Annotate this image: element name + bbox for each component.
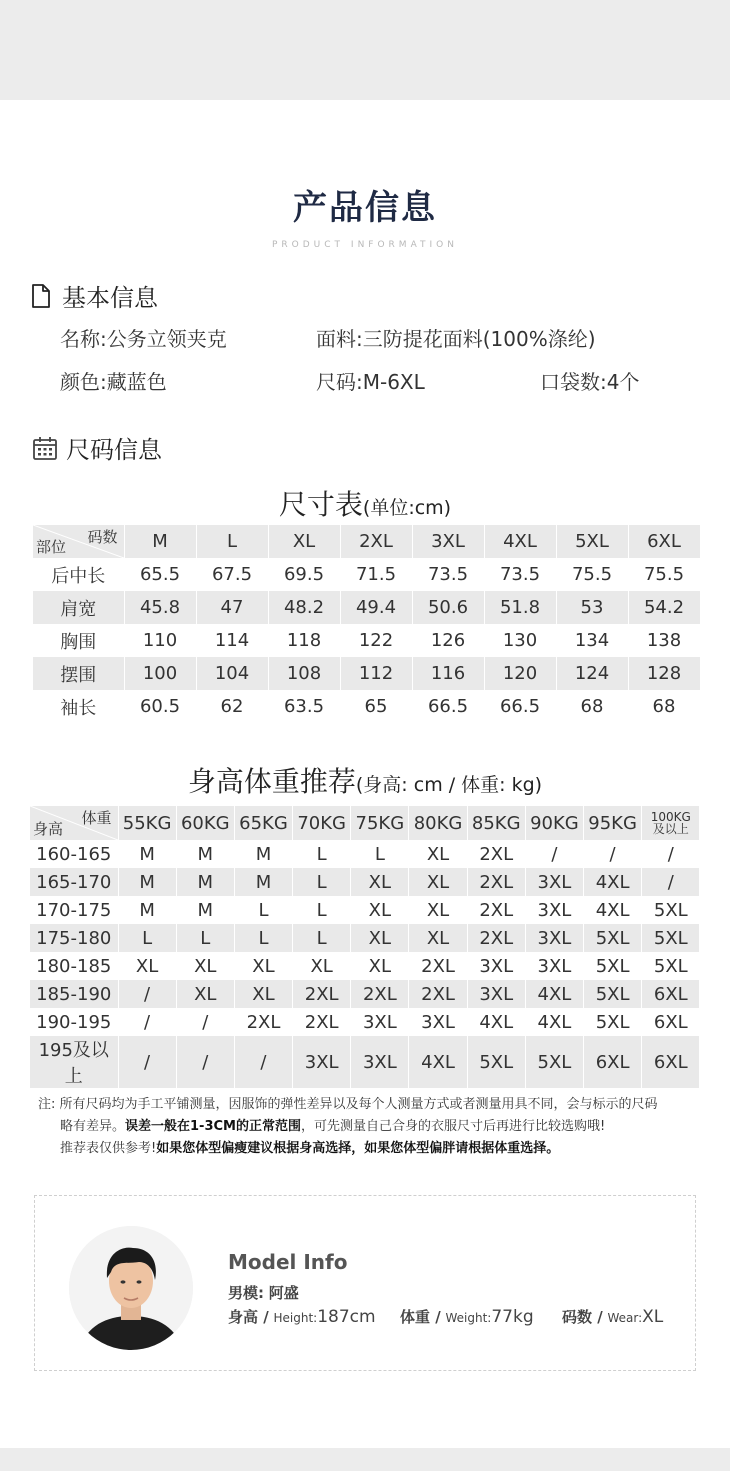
corner-bottom-label: 部位 [36,538,67,556]
size-header: 5XL [556,525,628,558]
table-cell: 112 [340,657,412,690]
note-line-3b: 如果您体型偏瘦建议根据身高选择，如果您体型偏胖请根据体重选择。 [156,1141,560,1156]
model-height-label: 身高 / [228,1308,269,1326]
table-cell: 6XL [642,1008,700,1036]
weight-header-last-line2: 及以上 [652,822,689,836]
model-portrait-icon [69,1226,193,1350]
table-cell: XL [234,980,292,1008]
table-cell: 4XL [525,980,583,1008]
table-cell: 2XL [409,952,467,980]
table-cell: 66.5 [412,690,484,723]
table-cell: L [234,924,292,952]
weight-header: 60KG [176,806,234,840]
rec-table-title [0,760,730,800]
table-cell: 66.5 [484,690,556,723]
note-line-2 [38,1116,708,1138]
page-title: 产品信息 [293,188,437,228]
table-cell: 5XL [584,1008,642,1036]
table-cell: 2XL [467,896,525,924]
size-table-corner [33,525,124,558]
table-cell: / [234,1036,292,1088]
note-line-3 [38,1138,708,1160]
model-height-en: Height: [273,1311,318,1325]
table-cell: / [176,1008,234,1036]
table-cell: 3XL [409,1008,467,1036]
table-cell: 75.5 [628,558,700,591]
weight-header: 70KG [293,806,351,840]
table-cell: L [176,924,234,952]
table-cell: 5XL [642,896,700,924]
table-cell: 69.5 [268,558,340,591]
table-cell: M [118,868,176,896]
table-cell: 5XL [467,1036,525,1088]
table-row [30,896,700,924]
table-cell: L [293,840,351,868]
rec-table-unit: (身高: cm / 体重: kg) [355,774,543,796]
table-cell: 62 [196,690,268,723]
weight-header: 85KG [467,806,525,840]
table-row [33,558,700,591]
row-label: 180-185 [30,952,118,980]
table-cell: 6XL [642,980,700,1008]
row-label: 袖长 [33,690,124,723]
size-table-unit: (单位:cm) [362,497,452,519]
table-row [30,924,700,952]
row-label: 摆围 [33,657,124,690]
table-cell: / [118,980,176,1008]
table-cell: 5XL [642,924,700,952]
table-row [30,840,700,868]
table-row [33,657,700,690]
table-cell: 5XL [584,980,642,1008]
table-cell: M [176,868,234,896]
size-table-header-row [33,525,700,558]
table-cell: 3XL [351,1036,409,1088]
note-line-1: 注: 所有尺码均为手工平铺测量，因服饰的弹性差异以及每个人测量方式或者测量用具不同，会与标示的尺码 [38,1097,658,1112]
size-header: 6XL [628,525,700,558]
page-subtitle: PRODUCT INFORMATION [271,240,459,250]
table-cell: 6XL [642,1036,700,1088]
table-cell: XL [351,924,409,952]
size-header: 2XL [340,525,412,558]
table-cell: 2XL [293,1008,351,1036]
table-cell: M [118,840,176,868]
note-line-2b: 误差一般在1-3CM的正常范围 [125,1119,301,1134]
model-wear-en: Wear: [607,1311,643,1325]
size-header: 3XL [412,525,484,558]
corner-top-label: 体重 [81,809,112,827]
table-cell: XL [176,952,234,980]
row-label: 195及以上 [30,1036,118,1088]
table-cell: 2XL [351,980,409,1008]
table-cell: 4XL [467,1008,525,1036]
table-cell: 130 [484,624,556,657]
model-avatar [69,1226,193,1350]
table-cell: 65.5 [124,558,196,591]
table-cell: 50.6 [412,591,484,624]
row-label: 胸围 [33,624,124,657]
table-cell: XL [351,896,409,924]
table-row [30,980,700,1008]
model-name: 阿盛 [268,1284,299,1302]
table-cell: 65 [340,690,412,723]
table-cell: 3XL [525,924,583,952]
table-cell: 73.5 [484,558,556,591]
table-cell: 71.5 [340,558,412,591]
table-cell: 68 [628,690,700,723]
table-cell: 2XL [293,980,351,1008]
rec-table-header-row [30,806,700,840]
table-cell: 138 [628,624,700,657]
table-cell: M [234,840,292,868]
corner-bottom-label: 身高 [33,820,64,838]
size-header: M [124,525,196,558]
table-cell: 108 [268,657,340,690]
table-cell: 4XL [409,1036,467,1088]
rec-table-corner [30,806,118,840]
size-table-title [0,483,730,523]
table-cell: / [584,840,642,868]
table-cell: 3XL [467,952,525,980]
table-cell: 122 [340,624,412,657]
table-cell: XL [351,868,409,896]
row-label: 肩宽 [33,591,124,624]
row-label: 后中长 [33,558,124,591]
table-cell: 68 [556,690,628,723]
weight-header: 95KG [584,806,642,840]
row-label: 160-165 [30,840,118,868]
model-info-card [34,1195,696,1371]
bottom-band [0,1448,730,1471]
model-name-label: 男模: [228,1284,264,1302]
table-cell: 5XL [584,924,642,952]
product-pockets: 口袋数:4个 [540,370,640,394]
table-cell: XL [118,952,176,980]
table-row [33,690,700,723]
table-cell: 75.5 [556,558,628,591]
table-cell: 54.2 [628,591,700,624]
row-label: 175-180 [30,924,118,952]
weight-header: 55KG [118,806,176,840]
table-cell: L [351,840,409,868]
table-cell: M [118,896,176,924]
size-table [33,525,701,723]
table-cell: 45.8 [124,591,196,624]
weight-header-last-line1: 100KG [650,810,691,824]
note-line-3a: 推荐表仅供参考! [60,1141,157,1156]
table-cell: 100 [124,657,196,690]
table-cell: XL [351,952,409,980]
table-cell: 2XL [409,980,467,1008]
table-cell: 5XL [584,952,642,980]
table-cell: 2XL [467,840,525,868]
table-cell: / [176,1036,234,1088]
table-cell: XL [409,868,467,896]
table-cell: 2XL [467,924,525,952]
table-cell: 3XL [525,896,583,924]
table-row [30,1036,700,1088]
table-cell: XL [409,924,467,952]
table-cell: 63.5 [268,690,340,723]
row-label: 185-190 [30,980,118,1008]
table-cell: 3XL [467,980,525,1008]
rec-table-title-text: 身高体重推荐 [187,765,356,798]
table-cell: / [118,1036,176,1088]
table-cell: 3XL [525,868,583,896]
table-cell: 104 [196,657,268,690]
table-cell: XL [409,840,467,868]
table-cell: 114 [196,624,268,657]
rec-table [30,806,700,1088]
table-cell: XL [293,952,351,980]
table-cell: 67.5 [196,558,268,591]
table-cell: 134 [556,624,628,657]
weight-header-last [642,806,700,840]
size-header: 4XL [484,525,556,558]
table-cell: XL [234,952,292,980]
corner-top-label: 码数 [87,528,118,546]
table-cell: 110 [124,624,196,657]
table-row [30,1008,700,1036]
weight-header: 90KG [525,806,583,840]
table-cell: XL [176,980,234,1008]
table-cell: 128 [628,657,700,690]
weight-header: 75KG [351,806,409,840]
table-cell: 5XL [525,1036,583,1088]
basic-info-heading [28,278,158,313]
table-cell: 3XL [525,952,583,980]
calendar-icon [32,435,58,461]
table-cell: L [293,924,351,952]
table-cell: 6XL [584,1036,642,1088]
weight-header: 65KG [234,806,292,840]
table-row [30,952,700,980]
table-cell: 120 [484,657,556,690]
table-cell: 2XL [467,868,525,896]
weight-header: 80KG [409,806,467,840]
product-fabric: 面料:三防提花面料(100%涤纶) [316,327,596,351]
table-cell: L [118,924,176,952]
model-weight: 77kg [491,1307,534,1327]
table-cell: 73.5 [412,558,484,591]
table-cell: / [118,1008,176,1036]
size-info-heading [32,430,162,465]
row-label: 170-175 [30,896,118,924]
table-cell: / [642,868,700,896]
table-cell: M [176,840,234,868]
table-row [33,624,700,657]
top-band [0,0,730,100]
table-cell: 3XL [351,1008,409,1036]
size-info-label: 尺码信息 [66,436,162,464]
table-cell: 47 [196,591,268,624]
table-cell: 2XL [234,1008,292,1036]
model-wear-label: 码数 / [562,1308,603,1326]
note-line-2c: ，可先测量自己合身的衣服尺寸后再进行比较选购哦! [300,1119,606,1134]
table-cell: 53 [556,591,628,624]
table-row [30,868,700,896]
table-cell: 48.2 [268,591,340,624]
model-height-row [228,1306,376,1327]
document-icon [28,283,54,309]
table-cell: 4XL [584,896,642,924]
size-header: XL [268,525,340,558]
table-cell: 60.5 [124,690,196,723]
product-name: 名称:公务立领夹克 [60,327,227,351]
model-info-title: Model Info [228,1250,348,1274]
table-cell: XL [409,896,467,924]
table-cell: L [293,896,351,924]
table-cell: 124 [556,657,628,690]
table-cell: 118 [268,624,340,657]
note-line-2a: 略有差异。 [60,1119,126,1134]
model-name-row [228,1282,299,1303]
model-weight-label: 体重 / [400,1308,441,1326]
table-cell: 49.4 [340,591,412,624]
size-note [38,1094,708,1160]
table-cell: / [642,840,700,868]
table-cell: 126 [412,624,484,657]
table-cell: 4XL [525,1008,583,1036]
table-row [33,591,700,624]
model-weight-row [400,1306,534,1327]
model-weight-en: Weight: [445,1311,492,1325]
table-cell: M [234,868,292,896]
table-cell: 116 [412,657,484,690]
row-label: 190-195 [30,1008,118,1036]
table-cell: / [525,840,583,868]
table-cell: L [234,896,292,924]
model-wear: XL [642,1307,664,1327]
model-wear-row [562,1306,663,1327]
table-cell: L [293,868,351,896]
product-size-range: 尺码:M-6XL [316,370,425,394]
size-header: L [196,525,268,558]
table-cell: 5XL [642,952,700,980]
table-cell: 3XL [293,1036,351,1088]
basic-info-label: 基本信息 [62,284,158,312]
size-table-title-text: 尺寸表 [278,488,363,521]
row-label: 165-170 [30,868,118,896]
model-height: 187cm [317,1307,376,1327]
table-cell: 4XL [584,868,642,896]
table-cell: 51.8 [484,591,556,624]
product-color: 颜色:藏蓝色 [60,370,167,394]
table-cell: M [176,896,234,924]
